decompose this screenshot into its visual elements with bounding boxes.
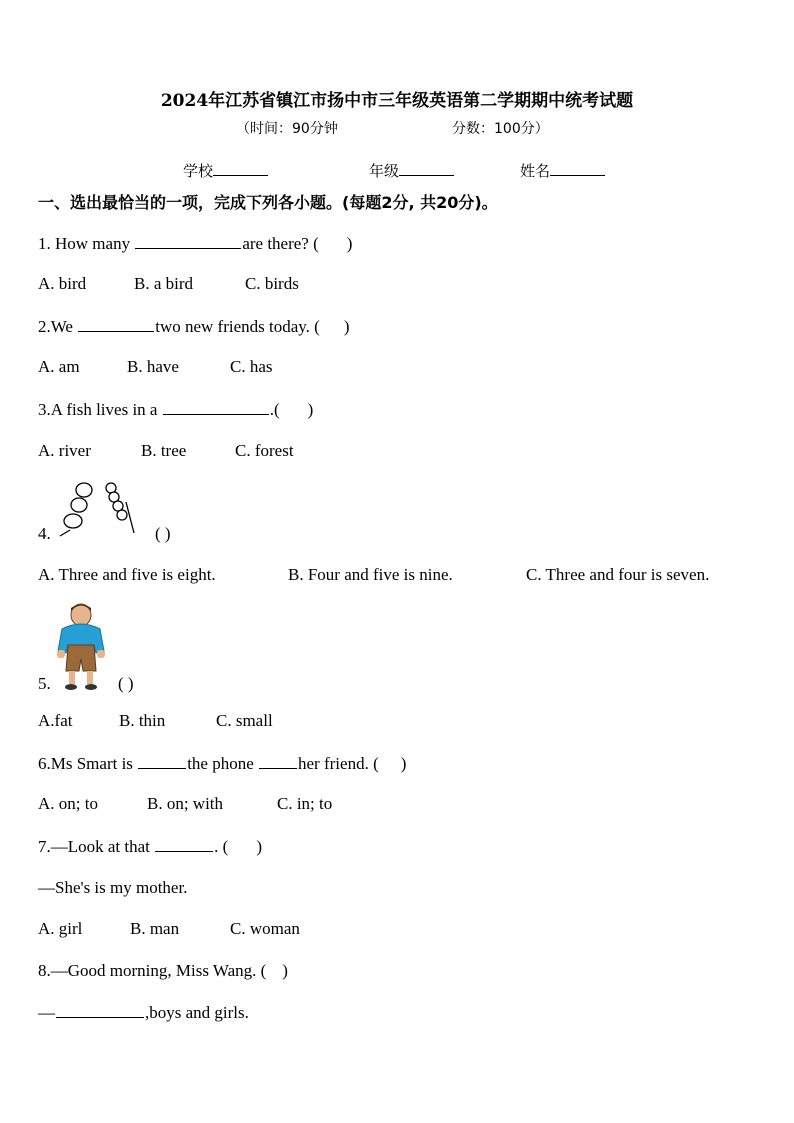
q7-option-c: C. woman — [230, 919, 300, 938]
q5-option-b: B. thin — [119, 711, 166, 730]
q6-option-c: C. in; to — [277, 794, 333, 813]
q2-paren-close: ) — [343, 317, 350, 336]
q3-text-after: .( — [269, 400, 280, 419]
q4-option-c: C. Three and four is seven. — [526, 565, 710, 584]
q7-blank — [155, 836, 213, 852]
school-label: 学校 — [183, 162, 214, 180]
q8-reply-text: ,boys and girls. — [145, 1003, 249, 1022]
q6-options — [38, 794, 332, 814]
q3-options — [38, 441, 294, 461]
q6-text-mid: the phone — [187, 754, 254, 773]
exam-time: （时间：90分钟 — [236, 121, 338, 137]
q4-paren: ( ) — [155, 524, 171, 543]
q6-paren-close: ) — [400, 754, 407, 773]
page-title: 2024年江苏省镇江市扬中市三年级英语第二学期期中统考试题 — [160, 91, 634, 111]
q1-option-c: C. birds — [245, 274, 299, 293]
q1-blank — [135, 233, 241, 249]
q8-paren-close: ) — [282, 961, 288, 980]
q7-text-after: . ( — [214, 837, 229, 856]
q3-option-b: B. tree — [141, 441, 187, 460]
q8-reply-dash: — — [38, 1003, 55, 1022]
question-6 — [38, 753, 406, 774]
q7-options — [38, 919, 300, 939]
q1-option-a: A. bird — [38, 274, 87, 293]
question-2 — [38, 316, 350, 337]
question-5 — [38, 674, 51, 694]
q1-paren-close: ) — [346, 234, 353, 253]
q2-option-a: A. am — [38, 357, 80, 376]
q6-option-b: B. on; with — [147, 794, 224, 813]
question-3 — [38, 399, 313, 420]
q3-text: 3.A fish lives in a — [38, 400, 158, 419]
q2-text: 2.We — [38, 317, 73, 336]
q4-options — [38, 565, 709, 585]
name-blank — [550, 161, 605, 176]
q3-blank — [163, 399, 269, 415]
q1-text-after: are there? ( — [242, 234, 319, 253]
q7-paren-close: ) — [256, 837, 262, 856]
school-field — [183, 160, 268, 181]
grade-blank — [399, 161, 454, 176]
q7-reply: —She's is my mother. — [38, 878, 188, 897]
q6-text-after: her friend. ( — [298, 754, 379, 773]
question-4 — [38, 524, 51, 544]
q7-option-b: B. man — [130, 919, 180, 938]
name-label: 姓名 — [520, 162, 551, 180]
q6-blank-1 — [138, 753, 186, 769]
grade-label: 年级 — [369, 162, 400, 180]
q8-blank — [56, 1002, 144, 1018]
q5-paren: ( ) — [118, 674, 134, 693]
q3-paren-close: ) — [307, 400, 314, 419]
fat-boy-picture — [54, 603, 108, 691]
q6-blank-2 — [259, 753, 297, 769]
q1-option-b: B. a bird — [134, 274, 194, 293]
q7-option-a: A. girl — [38, 919, 83, 938]
section-heading: 一、选出最恰当的一项，完成下列各小题。(每题2分, 共20分)。 — [38, 193, 498, 212]
name-field — [520, 160, 605, 181]
q1-options — [38, 274, 299, 294]
q8-reply — [38, 1002, 249, 1023]
q2-options — [38, 357, 273, 377]
q6-text: 6.Ms Smart is — [38, 754, 133, 773]
question-7 — [38, 836, 262, 857]
q2-option-c: C. has — [230, 357, 273, 376]
q8-text: 8.—Good morning, Miss Wang. ( — [38, 961, 267, 980]
q4-option-a: A. Three and five is eight. — [38, 565, 216, 584]
grade-field — [369, 160, 454, 181]
q1-text: 1. How many — [38, 234, 131, 253]
q2-text-after: two new friends today. ( — [155, 317, 320, 336]
q7-text: 7.—Look at that — [38, 837, 150, 856]
q2-blank — [78, 316, 154, 332]
school-blank — [213, 161, 268, 176]
skewers-picture — [56, 480, 146, 540]
q5-option-a: A.fat — [38, 711, 73, 730]
question-8 — [38, 961, 288, 981]
question-1 — [38, 233, 352, 254]
q5-option-c: C. small — [216, 711, 273, 730]
exam-score: 分数：100分） — [452, 121, 549, 137]
q5-options — [38, 711, 273, 731]
q6-option-a: A. on; to — [38, 794, 98, 813]
q4-option-b: B. Four and five is nine. — [288, 565, 453, 584]
q4-number: 4. — [38, 524, 51, 543]
q3-option-a: A. river — [38, 441, 91, 460]
q2-option-b: B. have — [127, 357, 179, 376]
q3-option-c: C. forest — [235, 441, 294, 460]
q5-number: 5. — [38, 674, 51, 693]
